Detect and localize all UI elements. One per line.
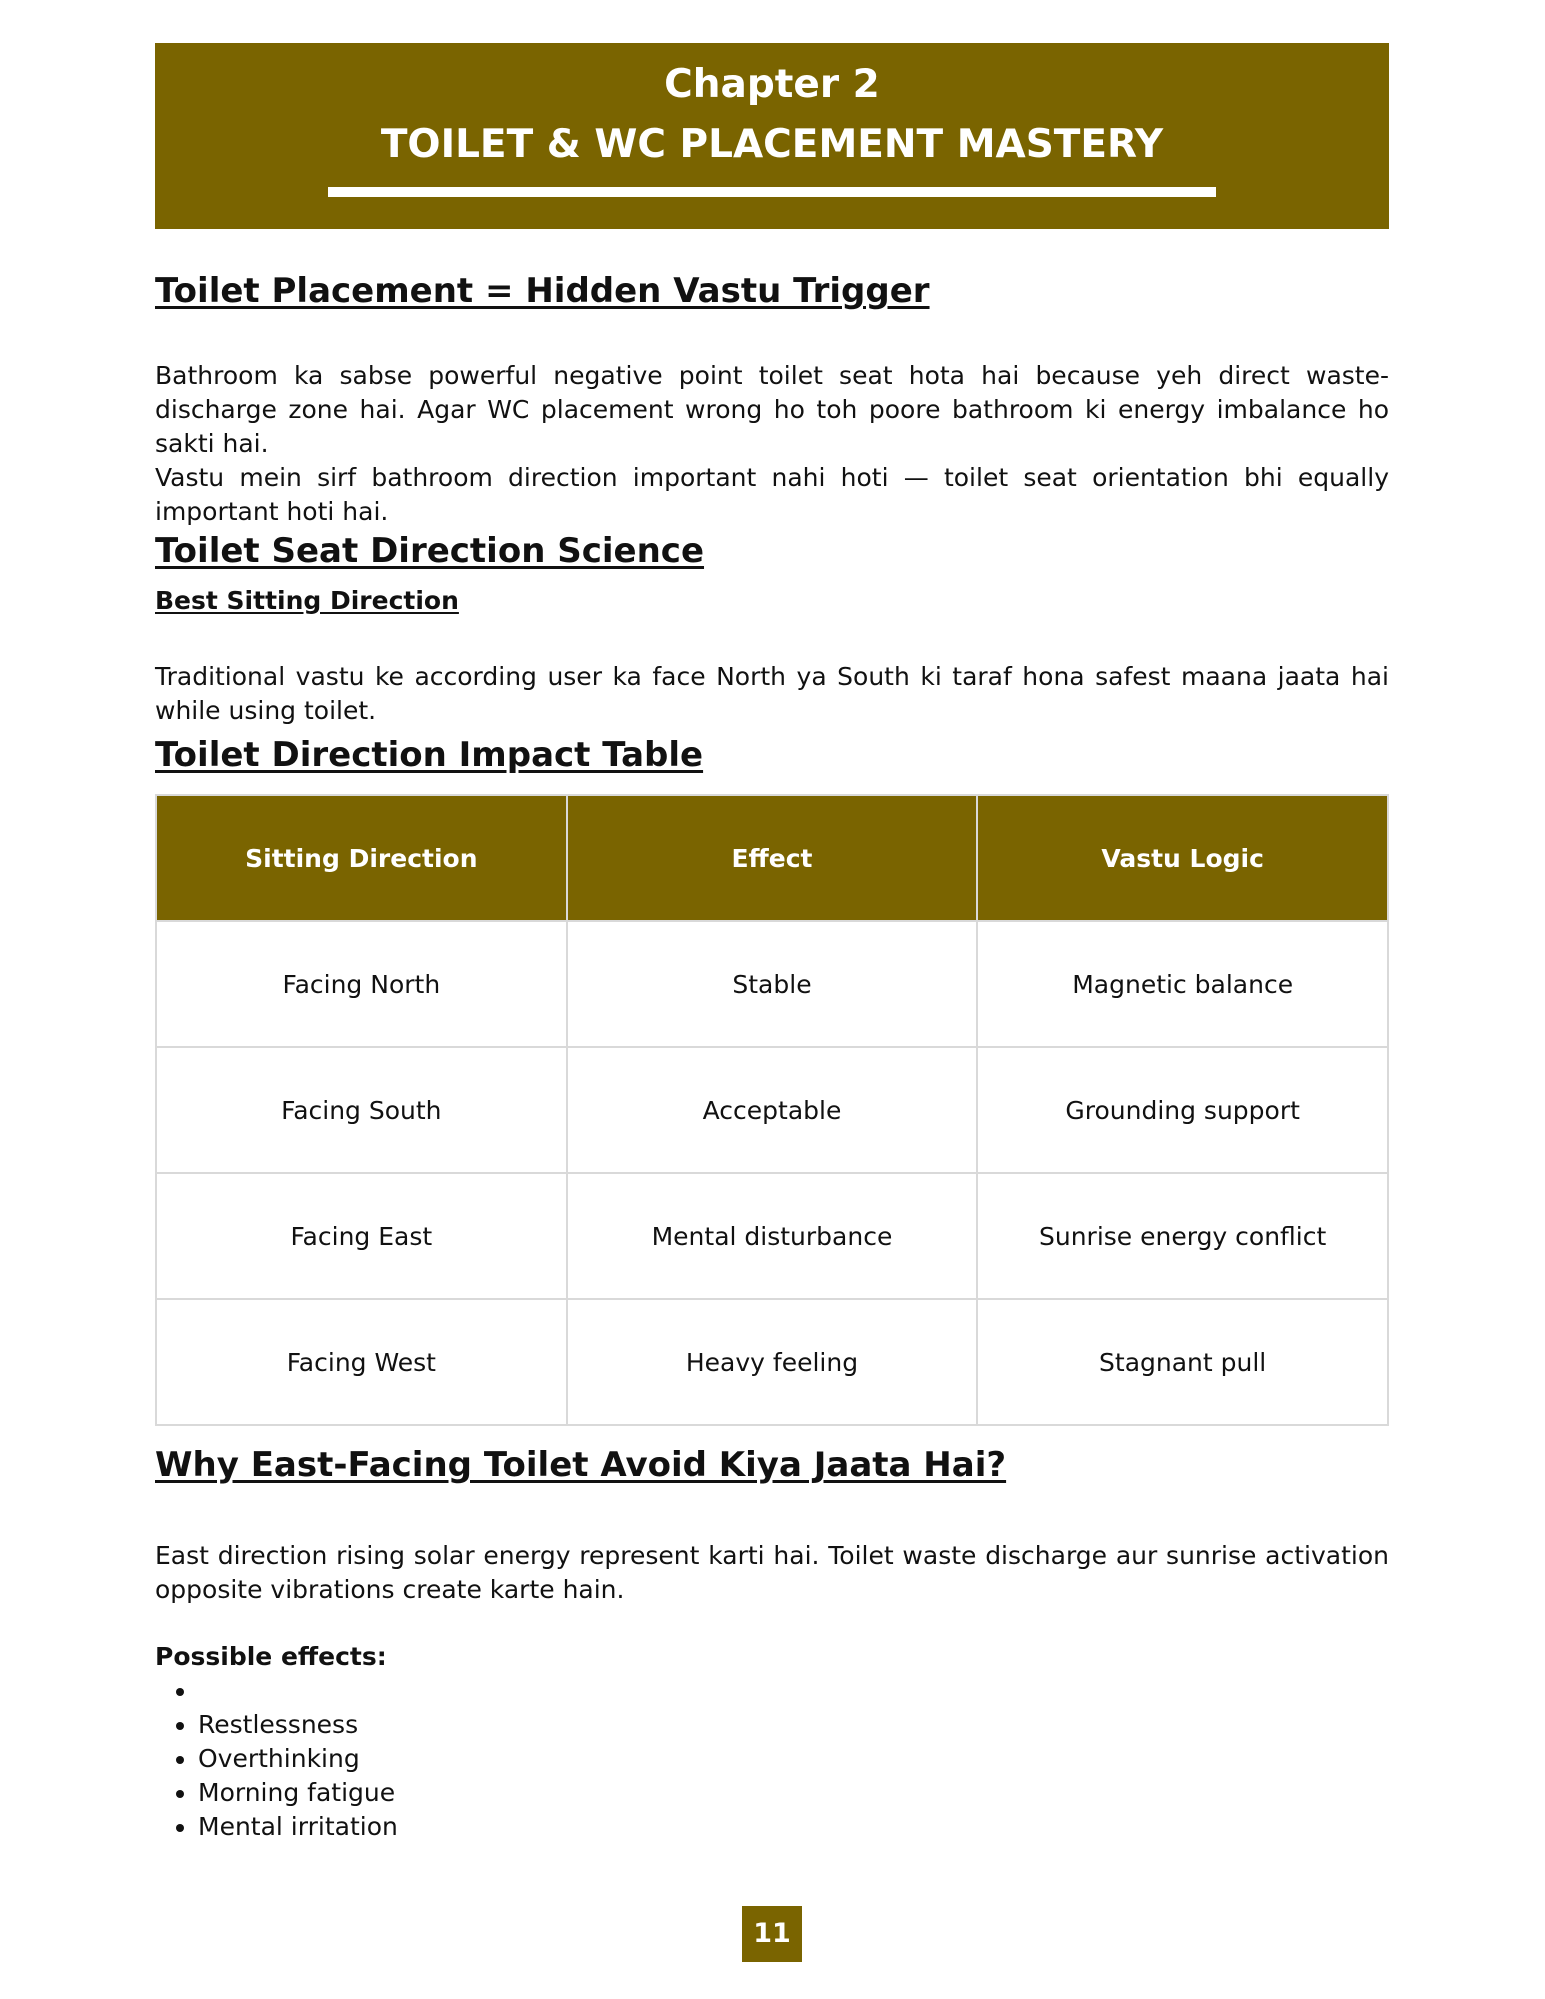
list-item: • Mental irritation	[198, 1810, 1389, 1844]
effects-label: Possible effects:	[155, 1642, 387, 1671]
paragraph-east-facing: East direction rising solar energy represent karti hai. Toilet waste discharge aur sunrise activation opposite vibrations create karte hain.	[155, 1541, 1389, 1604]
paragraph-placement-1: Bathroom ka sabse powerful negative point toilet seat hota hai because yeh direct waste-discharge zone hai. Agar WC placement wrong ho toh poore bathroom ki energy imbalance ho sakti hai.	[155, 361, 1389, 458]
table-row	[156, 1173, 1388, 1299]
chapter-title: TOILET & WC PLACEMENT MASTERY	[380, 122, 1164, 167]
effects-list	[155, 1674, 1389, 1844]
subheading-best-sitting: Best Sitting Direction	[155, 586, 459, 615]
table-cell: Sunrise energy conflict	[977, 1173, 1388, 1299]
table-cell: Mental disturbance	[567, 1173, 978, 1299]
table-cell: Stagnant pull	[977, 1299, 1388, 1425]
page-number-badge: 11	[742, 1906, 802, 1962]
table-cell: Facing West	[156, 1299, 567, 1425]
column-header: Effect	[567, 795, 978, 921]
table-row	[156, 1299, 1388, 1425]
table-cell: Facing East	[156, 1173, 567, 1299]
paragraph-seat-direction: Traditional vastu ke according user ka face North ya South ki taraf hona safest maana jaata hai while using toilet.	[155, 662, 1389, 725]
document-page	[155, 43, 1389, 1841]
section-heading-seat-direction: Toilet Seat Direction Science	[155, 531, 705, 571]
column-header: Vastu Logic	[977, 795, 1388, 921]
table-row	[156, 1047, 1388, 1173]
list-item: • Morning fatigue	[198, 1776, 1389, 1810]
list-item	[198, 1674, 1389, 1708]
table-cell: Facing South	[156, 1047, 567, 1173]
table-cell: Stable	[567, 921, 978, 1047]
table-cell: Acceptable	[567, 1047, 978, 1173]
impact-table-wrapper	[155, 794, 1389, 1426]
column-header: Sitting Direction	[156, 795, 567, 921]
table-cell: Facing North	[156, 921, 567, 1047]
list-item: • Overthinking	[198, 1742, 1389, 1776]
section-heading-placement: Toilet Placement = Hidden Vastu Trigger	[155, 271, 930, 311]
banner-divider	[328, 187, 1216, 197]
table-header-row	[156, 795, 1388, 921]
paragraph-placement-2: Vastu mein sirf bathroom direction important nahi hoti — toilet seat orientation bhi equally important hoti hai.	[155, 463, 1389, 526]
section-heading-east-facing: Why East-Facing Toilet Avoid Kiya Jaata Hai?	[155, 1445, 1007, 1485]
impact-table	[155, 794, 1389, 1426]
table-cell: Magnetic balance	[977, 921, 1388, 1047]
table-cell: Heavy feeling	[567, 1299, 978, 1425]
table-row	[156, 921, 1388, 1047]
table-cell: Grounding support	[977, 1047, 1388, 1173]
chapter-label: Chapter 2	[664, 62, 880, 107]
section-heading-impact-table: Toilet Direction Impact Table	[155, 735, 704, 775]
list-item: • Restlessness	[198, 1708, 1389, 1742]
chapter-banner	[155, 43, 1389, 229]
